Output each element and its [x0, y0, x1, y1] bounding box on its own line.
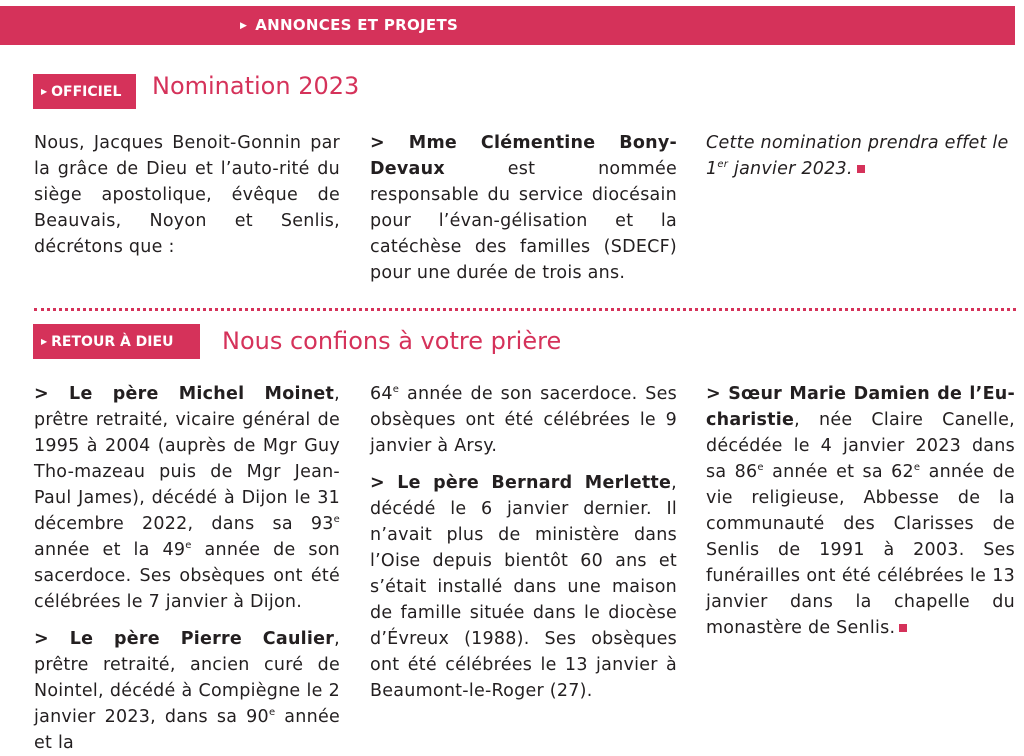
nomination-title: Nomination 2023 — [152, 72, 360, 100]
obituary-col-3 — [706, 381, 1015, 641]
obituary-damien: > Sœur Marie Damien de l’Eu-charistie, née Claire Canelle, décédée le 4 janvier 2023 dans sa 86e année et sa 62e année de vie religieuse, Abbesse de la communauté des Clarisses de Senlis de 1991 à 2003. Ses funérailles ont été célébrées le 13 janvier dans la chapelle du monastère de Senlis. — [706, 384, 1015, 638]
officiel-tag: ▶ OFFICIEL — [33, 74, 136, 109]
nomination-col-1 — [34, 130, 340, 260]
obituary-col-1 — [34, 381, 340, 756]
obituary-moinet: > Le père Michel Moinet, prêtre retraité, vicaire général de 1995 à 2004 (auprès de Mgr Guy Tho-mazeau puis de Mgr Jean-Paul James), décédé à Dijon le 31 décembre 2022, dans sa 93e année et la 49e année de son sacerdoce. Ses obsèques ont été célébrées le 7 janvier à Dijon. — [34, 384, 340, 612]
deceased-name: > Le père Michel Moinet — [34, 384, 335, 404]
nominee-name: > Mme Clémentine Bony-Devaux — [370, 133, 677, 179]
triangle-right-icon: ▶ — [41, 337, 48, 346]
nomination-intro: Nous, Jacques Benoit-Gonnin par la grâce de Dieu et l’auto-rité du siège apostolique, évêque de Beauvais, Noyon et Senlis, décrétons que : — [34, 133, 340, 257]
square-end-mark-icon — [899, 624, 907, 632]
triangle-right-icon: ▶ — [41, 87, 48, 96]
nomination-effective: Cette nomination prendra effet le 1er janvier 2023. — [706, 133, 1009, 179]
obituary-caulier: > Le père Pierre Caulier, prêtre retraité, ancien curé de Nointel, décédé à Compiègne le 2 janvier 2023, dans sa 90e année et la — [34, 629, 340, 753]
nomination-col-2 — [370, 130, 677, 286]
obituary-title: Nous confions à votre prière — [222, 327, 562, 355]
obituary-merlette: > Le père Bernard Merlette, décédé le 6 janvier dernier. Il n’avait plus de ministère dans l’Oise depuis bientôt 60 ans et s’était installé dans une maison de famille située dans le diocèse d’Évreux (1988). Ses obsèques ont été célébrées le 13 janvier à Beaumont-le-Roger (27). — [370, 473, 677, 701]
dotted-divider — [34, 308, 1016, 311]
square-end-mark-icon — [857, 165, 865, 173]
nomination-decree: > Mme Clémentine Bony-Devaux est nommée responsable du service diocésain pour l’évan-gélisation et la catéchèse des familles (SDECF) pour une durée de trois ans. — [370, 133, 677, 283]
retour-a-dieu-tag: ▶ RETOUR À DIEU — [33, 324, 200, 359]
triangle-right-icon: ▶ — [240, 21, 248, 31]
obituary-caulier-continued: 64e année de son sacerdoce. Ses obsèques ont été célébrées le 9 janvier à Arsy. — [370, 384, 677, 456]
section-band — [0, 6, 1015, 45]
section-label: ▶ ANNONCES ET PROJETS — [240, 16, 459, 34]
deceased-name: > Le père Bernard Merlette — [370, 473, 672, 493]
deceased-name: > Sœur Marie Damien de l’Eu-charistie — [706, 384, 1015, 430]
nomination-col-3 — [706, 130, 1015, 182]
deceased-name: > Le père Pierre Caulier — [34, 629, 335, 649]
obituary-col-2 — [370, 381, 677, 704]
